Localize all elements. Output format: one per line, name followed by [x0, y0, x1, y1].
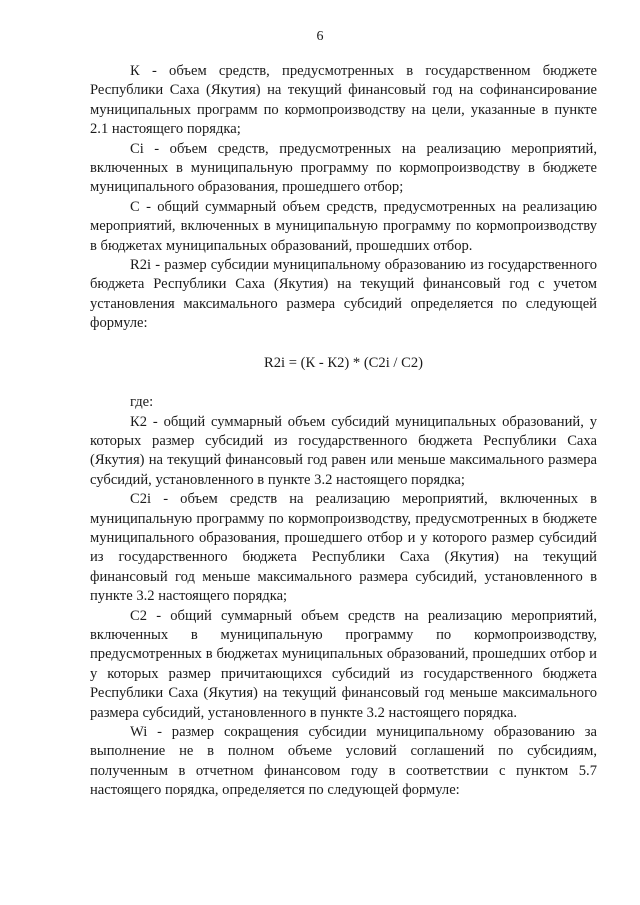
- paragraph-c-definition: С - общий суммарный объем средств, предусмотренных на реализацию мероприятий, включенных в муниципальную программу по кормопроизводству в бюджетах муниципальных образований, прошедших отбор.: [90, 198, 597, 254]
- document-body: [90, 62, 597, 801]
- formula-r2i: R2i = (К - К2) * (С2i / С2): [263, 354, 424, 371]
- paragraph-r2i-definition: R2i - размер субсидии муниципальному образованию из государственного бюджета Республики Саха (Якутия) на текущий финансовый год с учетом установления максимального размера субсидий определяется по следующей формуле:: [90, 257, 597, 332]
- paragraph-k-definition: К - объем средств, предусмотренных в государственном бюджете Республики Саха (Якутия) на текущий финансовый год на софинансирование муниципальных программ по кормопроизводству на цели, указанные в пункте 2.1 настоящего порядка;: [90, 63, 597, 138]
- where-label: где:: [130, 394, 154, 411]
- paragraph-wi-definition: Wi - размер сокращения субсидии муниципальному образованию за выполнение не в полном объеме условий соглашений по субсидиям, полученным в отчетном финансовом году в соответствии с пунктом 5.7 настоящего порядка, определяется по следующей формуле:: [90, 724, 597, 799]
- paragraph-ci-definition: Ci - объем средств, предусмотренных на реализацию мероприятий, включенных в муниципальную программу по кормопроизводству в бюджете муниципального образования, прошедшего отбор;: [90, 140, 597, 196]
- paragraph-k2-definition: К2 - общий суммарный объем субсидий муниципальных образований, у которых размер субсидий из государственного бюджета Республики Саха (Якутия) на текущий финансовый год равен или меньше максимального размера субсидий, установленного в пункте 3.2 настоящего порядка;: [90, 413, 597, 488]
- page-number: 6: [316, 29, 324, 44]
- paragraph-c2-definition: С2 - общий суммарный объем средств на реализацию мероприятий, включенных в муниципальную программу по кормопроизводству, предусмотренных в бюджетах муниципальных образований, прошедших отбор и у которых размер причитающихся субсидий из государственного бюджета Республики Саха (Якутия) на текущий финансовый год меньше максимального размера субсидий, установленного в пункте 3.2 настоящего порядка.: [90, 607, 597, 721]
- paragraph-c2i-definition: С2i - объем средств на реализацию мероприятий, включенных в муниципальную программу по кормопроизводству, предусмотренных в бюджете муниципального образования, прошедшего отбор и у которого размер субсидий из государственного бюджета Республики Саха (Якутия) на текущий финансовый год меньше максимального размера субсидий, установленного в пункте 3.2 настоящего порядка;: [90, 491, 597, 605]
